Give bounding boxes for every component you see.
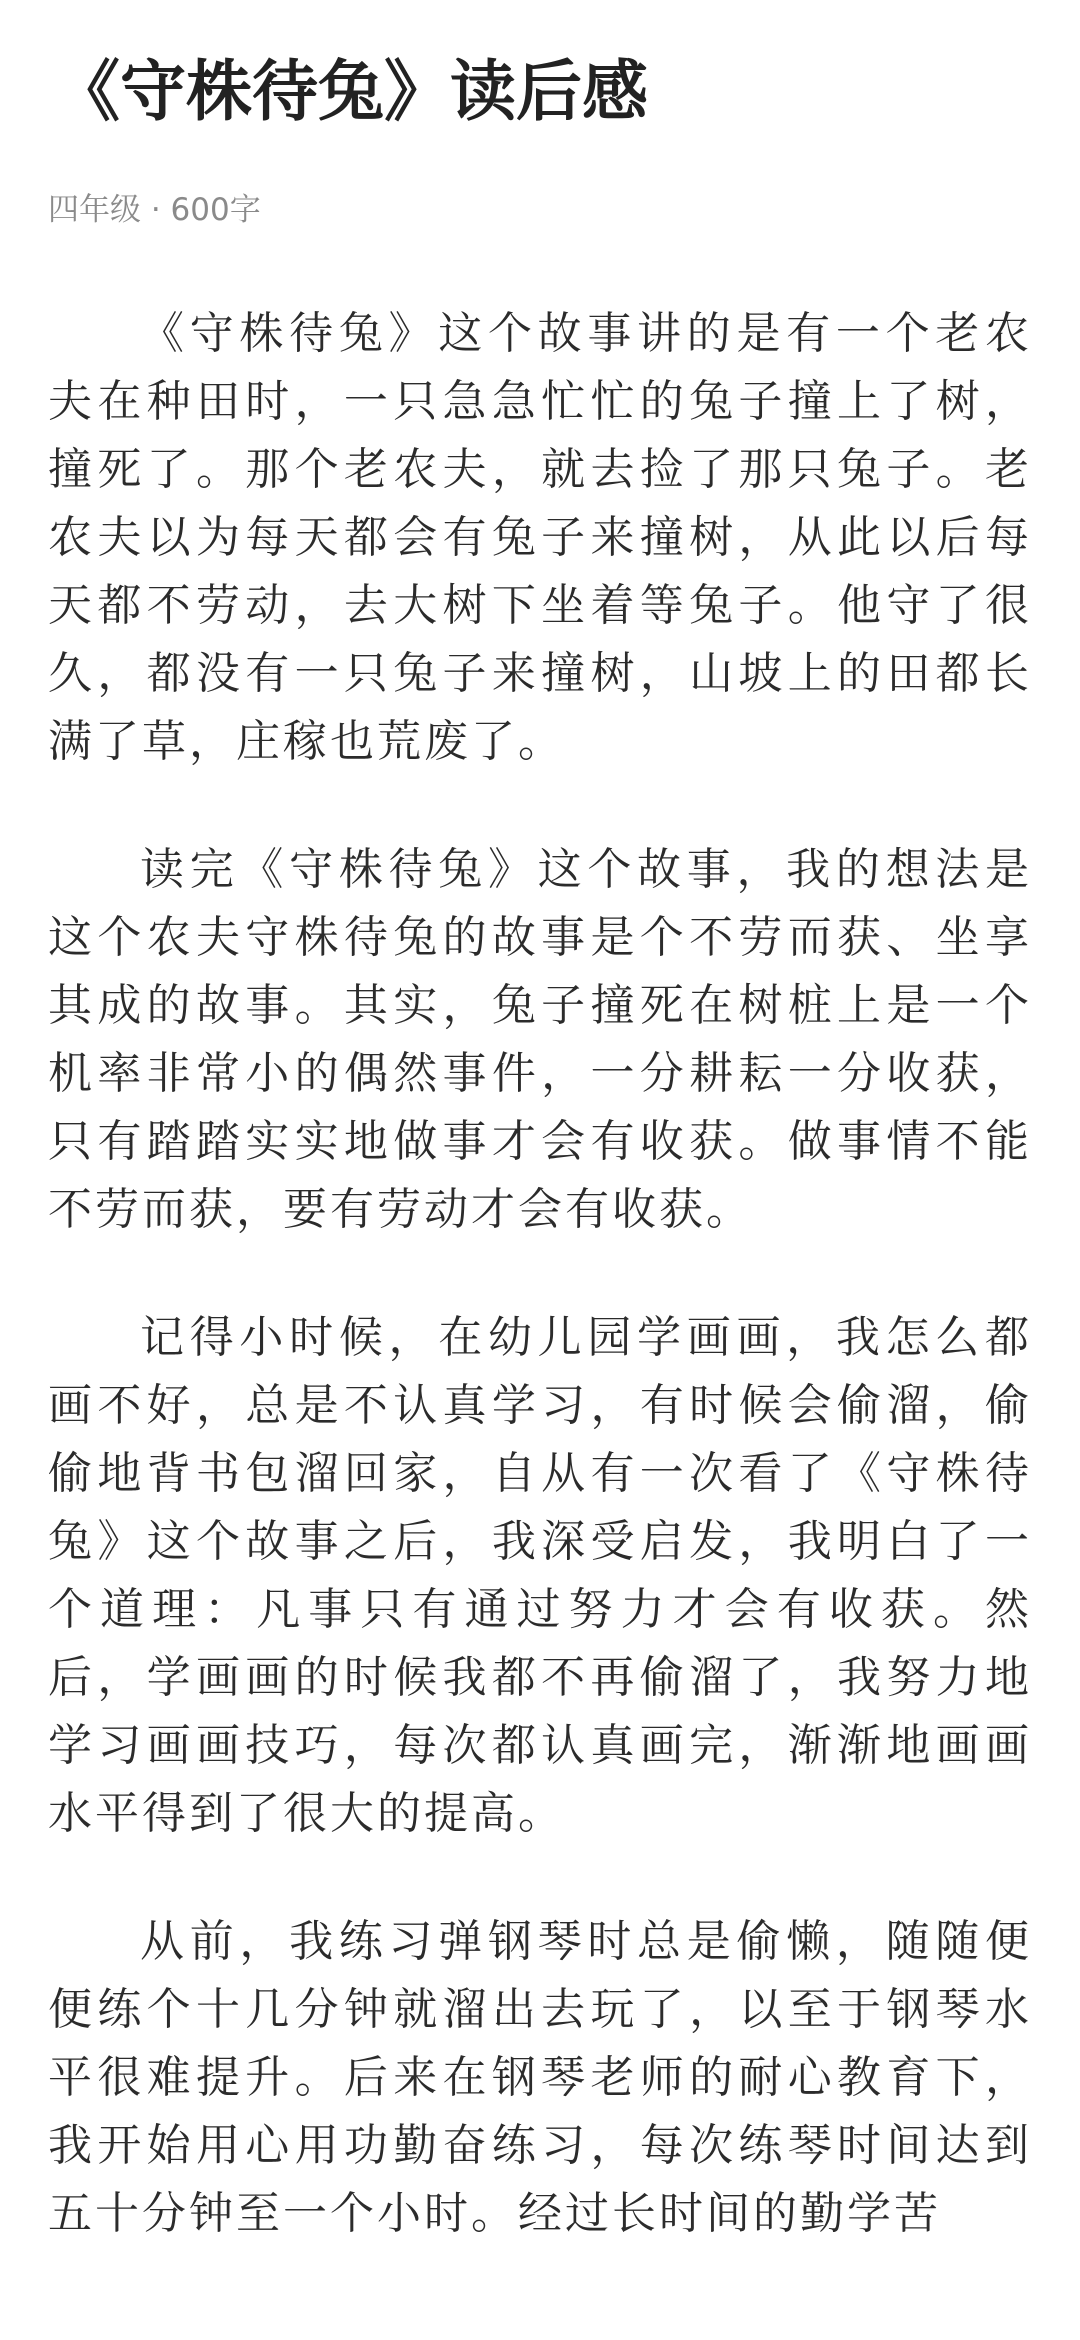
paragraph: 读完《守株待兔》这个故事，我的想法是这个农夫守株待兔的故事是个不劳而获、坐享其成的故事。其实，兔子撞死在树桩上是一个机率非常小的偶然事件，一分耕耘一分收获，只有踏踏实实地做事才会有收获。做事情不能不劳而获，要有劳动才会有收获。	[48, 844, 1032, 1235]
paragraph: 从前，我练习弹钢琴时总是偷懒，随随便便练个十几分钟就溜出去玩了，以至于钢琴水平很难提升。后来在钢琴老师的耐心教育下，我开始用心用功勤奋练习，每次练琴时间达到五十分钟至一个小时。经过长时间的勤学苦	[48, 1916, 1032, 2239]
article-meta: 四年级 · 600字	[48, 192, 261, 228]
article-body	[48, 300, 1032, 2308]
paragraph: 《守株待兔》这个故事讲的是有一个老农夫在种田时，一只急急忙忙的兔子撞上了树，撞死了。那个老农夫，就去捡了那只兔子。老农夫以为每天都会有兔子来撞树，从此以后每天都不劳动，去大树下坐着等兔子。他守了很久，都没有一只兔子来撞树，山坡上的田都长满了草，庄稼也荒废了。	[48, 308, 1032, 767]
article-title: 《守株待兔》读后感	[54, 53, 648, 130]
paragraph: 记得小时候，在幼儿园学画画，我怎么都画不好，总是不认真学习，有时候会偷溜，偷偷地背书包溜回家，自从有一次看了《守株待兔》这个故事之后，我深受启发，我明白了一个道理：凡事只有通过努力才会有收获。然后，学画画的时候我都不再偷溜了，我努力地学习画画技巧，每次都认真画完，渐渐地画画水平得到了很大的提高。	[48, 1312, 1032, 1839]
